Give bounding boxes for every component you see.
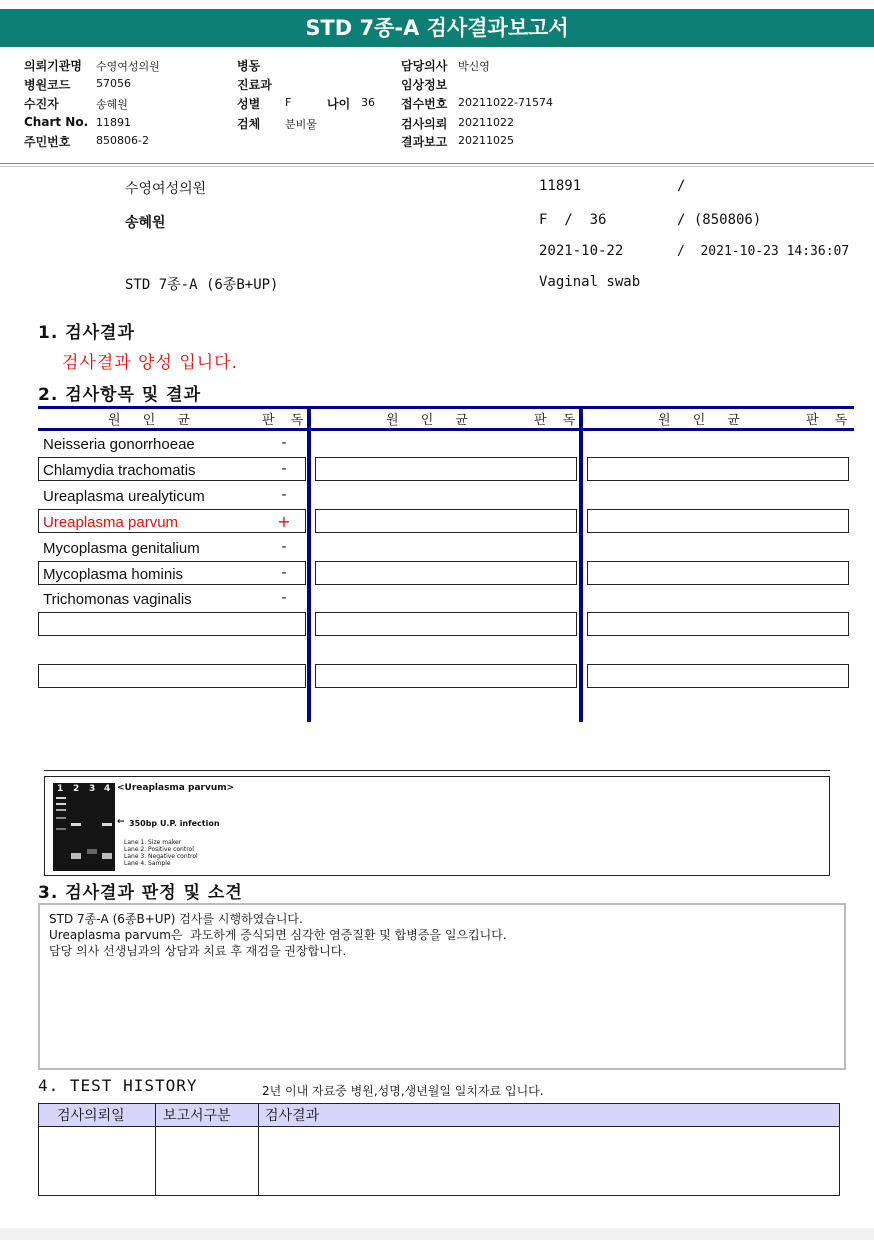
- organism-name: Ureaplasma urealyticum: [43, 488, 205, 505]
- organism-name: Trichomonas vaginalis: [43, 591, 192, 608]
- summary-reported: / 2021-10-23 14:36:07: [677, 244, 850, 259]
- value-doctor: 박신영: [458, 60, 490, 73]
- opinion-line: STD 7종-A (6종B+UP) 검사를 시행하였습니다.: [49, 912, 303, 926]
- col-organism-1: 원 인 균: [108, 413, 199, 428]
- gel-top-rule: [44, 770, 830, 771]
- label-report-date: 결과보고: [401, 135, 448, 149]
- table-row-box: [315, 509, 577, 533]
- value-age: 36: [361, 96, 375, 109]
- section4-title: 4. TEST HISTORY: [38, 1076, 198, 1095]
- label-doctor: 담당의사: [401, 59, 448, 73]
- organism-name: Chlamydia trachomatis: [43, 462, 196, 479]
- history-col-divider: [258, 1103, 259, 1196]
- label-clinical-info: 임상정보: [401, 78, 448, 92]
- header-divider: [0, 163, 874, 164]
- history-col-result: 검사결과: [265, 1108, 320, 1124]
- col-organism-2: 원 인 균: [386, 413, 477, 428]
- gel-legend-item: Lane 1. Size maker: [124, 839, 182, 846]
- organism-name: Neisseria gonorrhoeae: [43, 436, 195, 453]
- table-divider-2: [579, 406, 583, 722]
- label-specimen: 검체: [237, 117, 261, 131]
- table-row-box: [38, 612, 306, 636]
- label-chart-no: Chart No.: [24, 115, 89, 129]
- section1-result: 검사결과 양성 입니다.: [62, 353, 239, 373]
- table-row-box: [38, 664, 306, 688]
- organism-result: -: [281, 539, 287, 555]
- value-request-date: 20211022: [458, 116, 514, 129]
- organism-name: Mycoplasma hominis: [43, 566, 184, 583]
- gel-lane-3: 3: [89, 784, 96, 794]
- gel-band-label: 350bp U.P. infection: [129, 819, 220, 828]
- summary-patient: 송혜원: [125, 215, 166, 231]
- label-sex: 성별: [237, 97, 261, 111]
- gel-figure-box: [44, 776, 830, 876]
- value-resident-no: 850806-2: [96, 134, 149, 147]
- organism-result: -: [281, 461, 287, 477]
- label-receipt-no: 접수번호: [401, 97, 448, 111]
- summary-received: 2021-10-22: [539, 243, 624, 259]
- summary-specimen: Vaginal swab: [539, 274, 641, 290]
- gel-band: [102, 823, 112, 826]
- history-col-date: 검사의뢰일: [57, 1108, 125, 1124]
- history-header: [38, 1103, 840, 1127]
- table-row-box: [315, 561, 577, 585]
- organism-result: -: [281, 487, 287, 503]
- gel-legend: [124, 839, 198, 867]
- section3-title: 3. 검사결과 판정 및 소견: [38, 883, 243, 903]
- summary-sex-age: F / 36: [539, 212, 607, 228]
- label-hospital-code: 병원코드: [24, 78, 71, 92]
- col-organism-3: 원 인 균: [658, 413, 749, 428]
- summary-test: STD 7종-A (6종B+UP): [125, 277, 279, 293]
- gel-band: [56, 797, 66, 799]
- value-specimen: 분비물: [285, 118, 317, 131]
- gel-band: [102, 853, 112, 859]
- header-divider-2: [0, 166, 874, 167]
- gel-band-arrow: ←: [117, 817, 125, 827]
- history-col-type: 보고서구분: [163, 1108, 231, 1124]
- table-row-box: [587, 612, 849, 636]
- section2-title: 2. 검사항목 및 결과: [38, 385, 201, 405]
- section1-title: 1. 검사결과: [38, 323, 135, 343]
- page-footer-band: [0, 1228, 874, 1240]
- table-divider-1: [307, 406, 311, 722]
- gel-lane-4: 4: [104, 784, 111, 794]
- label-patient: 수진자: [24, 97, 59, 111]
- table-row-box: [315, 664, 577, 688]
- organism-name: Mycoplasma genitalium: [43, 540, 200, 557]
- gel-lane-2: 2: [73, 784, 80, 794]
- organism-result: -: [281, 435, 287, 451]
- gel-band: [56, 809, 66, 811]
- summary-chart: 11891: [539, 178, 582, 194]
- organism-result-positive: +: [277, 512, 291, 531]
- gel-lane-1: 1: [57, 784, 64, 794]
- value-receipt-no: 20211022-71574: [458, 96, 553, 109]
- gel-title: <Ureaplasma parvum>: [117, 783, 235, 793]
- gel-image: [53, 783, 115, 871]
- table-row-box: [587, 457, 849, 481]
- value-hospital-code: 57056: [96, 77, 131, 90]
- section4-note: 2년 이내 자료중 병원,성명,생년월일 일치자료 입니다.: [262, 1084, 544, 1098]
- table-row-box: [587, 561, 849, 585]
- table-row-box: [587, 509, 849, 533]
- summary-chart-sep: /: [677, 178, 686, 194]
- opinion-line: 담당 의사 선생님과의 상담과 치료 후 재검을 권장합니다.: [49, 944, 347, 958]
- summary-birth: / (850806): [677, 212, 762, 228]
- gel-band: [56, 817, 66, 819]
- header-info: [0, 55, 874, 155]
- label-clinic-name: 의뢰기관명: [24, 59, 82, 73]
- table-row-box: [587, 664, 849, 688]
- value-patient: 송혜원: [96, 98, 128, 111]
- gel-band: [71, 853, 81, 859]
- gel-legend-item: Lane 4. Sample: [124, 860, 171, 867]
- label-age: 나이: [327, 97, 351, 111]
- history-table: [38, 1103, 840, 1196]
- summary-clinic: 수영여성의원: [125, 181, 207, 197]
- gel-band: [71, 823, 81, 826]
- label-resident-no: 주민번호: [24, 135, 71, 149]
- results-table: [38, 404, 856, 724]
- col-judge-1: 판 독: [262, 413, 310, 428]
- organism-result: -: [281, 565, 287, 581]
- report-title: STD 7종-A 검사결과보고서: [0, 9, 874, 47]
- organism-result: -: [281, 590, 287, 606]
- table-row-box: [315, 612, 577, 636]
- history-col-divider: [155, 1103, 156, 1196]
- gel-band: [56, 803, 66, 805]
- value-clinic-name: 수영여성의원: [96, 60, 160, 73]
- value-chart-no: 11891: [96, 116, 131, 129]
- col-judge-3: 판 독: [806, 413, 854, 428]
- gel-band: [87, 849, 97, 854]
- col-judge-2: 판 독: [534, 413, 582, 428]
- value-sex: F: [285, 96, 292, 109]
- gel-legend-item: Lane 2. Positive control: [124, 846, 194, 853]
- gel-legend-item: Lane 3. Negative control: [124, 853, 198, 860]
- gel-band: [56, 828, 66, 830]
- opinion-box: [38, 903, 846, 1070]
- table-header-line: [38, 428, 854, 431]
- label-department: 진료과: [237, 78, 272, 92]
- label-request-date: 검사의뢰: [401, 117, 448, 131]
- label-ward: 병동: [237, 59, 261, 73]
- opinion-line: Ureaplasma parvum은 과도하게 증식되면 심각한 염증질환 및 합병증을 일으킵니다.: [49, 928, 507, 942]
- table-row-box: [315, 457, 577, 481]
- organism-name-positive: Ureaplasma parvum: [43, 514, 179, 531]
- value-report-date: 20211025: [458, 134, 514, 147]
